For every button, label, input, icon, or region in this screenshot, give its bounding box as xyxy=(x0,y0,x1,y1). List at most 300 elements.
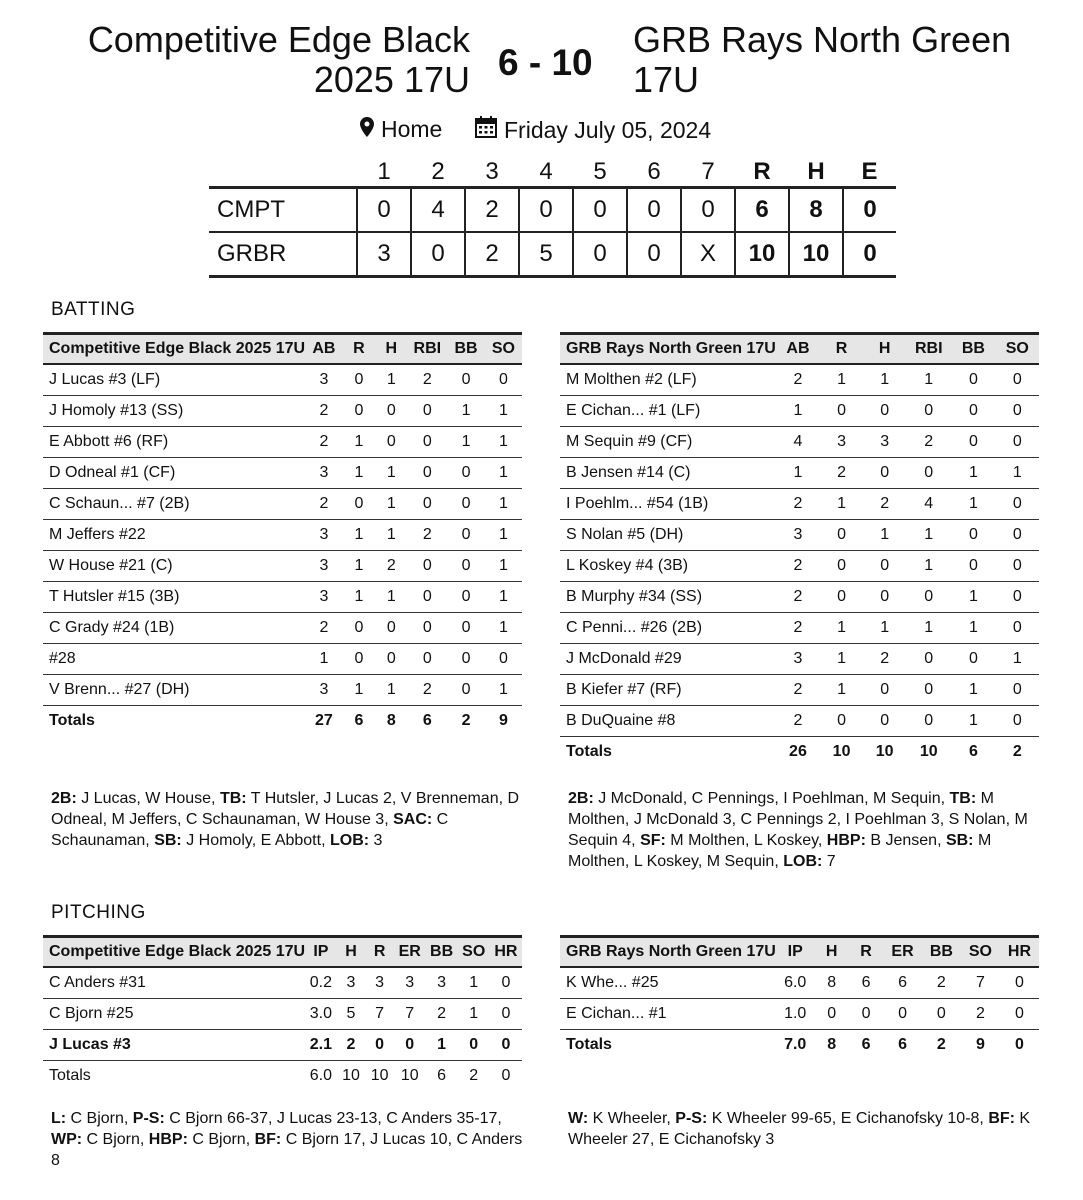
linescore-table xyxy=(209,158,896,278)
total-value: 10 xyxy=(919,743,938,760)
away-team-line2: 2025 17U xyxy=(313,59,470,100)
stat-value: 0 xyxy=(951,551,995,582)
stat-value: 0 xyxy=(407,396,447,427)
stat-value: 1 xyxy=(863,613,906,644)
pitching-row xyxy=(43,1030,522,1061)
linescore-header: 4 xyxy=(539,158,553,185)
stat-value: 1 xyxy=(375,520,407,551)
stat-value: 1 xyxy=(996,458,1039,489)
note-text: J Homoly, E Abbott, xyxy=(181,832,330,849)
stat-value: 1 xyxy=(906,551,951,582)
pitching-section-title: PITCHING xyxy=(51,902,146,923)
pitching-header-row xyxy=(560,937,1039,968)
batting-row xyxy=(43,551,522,582)
map-pin-icon xyxy=(360,116,374,143)
stat-value: 0 xyxy=(458,1030,490,1061)
stat-value: 1 xyxy=(776,396,820,427)
totals-row xyxy=(560,1030,1039,1061)
linescore-header: 5 xyxy=(593,158,607,185)
batting-row xyxy=(560,520,1039,551)
stat-value: 1 xyxy=(343,520,375,551)
player-name: C Penni... #26 (2B) xyxy=(560,613,776,644)
stat-value: 0 xyxy=(951,364,995,396)
stat-value: 4 xyxy=(906,489,951,520)
note-text: J McDonald, C Pennings, I Poehlman, M Sequin, xyxy=(593,790,950,807)
stat-header: H xyxy=(815,937,849,968)
stat-header: ER xyxy=(394,937,426,968)
stat-header: H xyxy=(337,937,366,968)
batting-row xyxy=(43,489,522,520)
stat-value: 3 xyxy=(863,427,906,458)
batting-header-row xyxy=(43,334,522,365)
away-team-line1: Competitive Edge Black xyxy=(87,19,470,60)
total-value: 2 xyxy=(461,712,471,729)
stat-value: 0 xyxy=(447,520,485,551)
stat-value: 1 xyxy=(485,427,522,458)
batting-row xyxy=(560,427,1039,458)
batting-row xyxy=(43,644,522,675)
stat-value: 0 xyxy=(447,644,485,675)
stat-value: 0 xyxy=(375,644,407,675)
total-value: 6 xyxy=(422,712,432,729)
linescore-team: GRBR xyxy=(209,232,357,277)
batting-row xyxy=(43,613,522,644)
stat-value: 1 xyxy=(375,582,407,613)
total-value: 10 xyxy=(342,1067,360,1084)
stat-header: H xyxy=(375,334,407,365)
total-value: 0 xyxy=(501,1067,511,1084)
note-label: L: xyxy=(51,1110,67,1127)
inning-score: 3 xyxy=(357,232,411,277)
stat-value: 1 xyxy=(951,489,995,520)
stat-value: 2 xyxy=(922,967,961,999)
stat-value: 0 xyxy=(820,520,863,551)
team-header: GRB Rays North Green 17U xyxy=(560,937,776,968)
pitching-notes-home xyxy=(568,1108,1043,1150)
inning-score: 2 xyxy=(465,188,519,233)
hits-total: 8 xyxy=(789,188,843,233)
stat-value: 5 xyxy=(337,999,366,1030)
stat-value: 2 xyxy=(305,613,343,644)
stat-value: 1 xyxy=(485,613,522,644)
stat-header: BB xyxy=(426,937,458,968)
stat-value: 0 xyxy=(996,675,1039,706)
note-text: M Molthen, L Koskey, M Sequin, xyxy=(568,832,992,870)
inning-score: 0 xyxy=(627,188,681,233)
stat-value: 0 xyxy=(485,364,522,396)
stat-value: 1 xyxy=(906,364,951,396)
stat-value: 1 xyxy=(820,675,863,706)
stat-header: HR xyxy=(1000,937,1039,968)
stat-value: 0 xyxy=(883,999,922,1030)
player-name: #28 xyxy=(43,644,305,675)
player-name: V Brenn... #27 (DH) xyxy=(43,675,305,706)
stat-value: 0 xyxy=(820,582,863,613)
total-value: 9 xyxy=(975,1036,985,1053)
player-name: B Murphy #34 (SS) xyxy=(560,582,776,613)
stat-value: 0 xyxy=(1000,967,1039,999)
batting-notes-home xyxy=(568,788,1043,872)
totals-label: Totals xyxy=(49,1067,91,1084)
linescore-header-row xyxy=(209,158,896,188)
stat-header: RBI xyxy=(906,334,951,365)
note-text: C Schaunaman, xyxy=(51,811,449,849)
stat-value: 1 xyxy=(820,489,863,520)
inning-score: 0 xyxy=(681,188,735,233)
total-value: 7.0 xyxy=(784,1036,807,1053)
batting-row xyxy=(560,644,1039,675)
stat-value: 2 xyxy=(776,706,820,737)
stat-value: 0 xyxy=(996,489,1039,520)
batting-table-away xyxy=(43,332,522,736)
total-value: 27 xyxy=(315,712,333,729)
stat-header: H xyxy=(863,334,906,365)
stat-value: 0 xyxy=(849,999,883,1030)
stat-value: 0 xyxy=(407,551,447,582)
player-name: B Jensen #14 (C) xyxy=(560,458,776,489)
stat-value: 2 xyxy=(305,396,343,427)
stat-value: 0 xyxy=(1000,999,1039,1030)
note-label: SB: xyxy=(945,832,974,849)
player-name: C Bjorn #25 xyxy=(43,999,305,1030)
stat-value: 0 xyxy=(996,706,1039,737)
inning-score: 2 xyxy=(465,232,519,277)
pitching-row xyxy=(560,967,1039,999)
stat-value: 0.2 xyxy=(305,967,337,999)
inning-score: 0 xyxy=(573,232,627,277)
stat-value: 0 xyxy=(365,1030,394,1061)
stat-value: 2 xyxy=(305,427,343,458)
player-name: J Lucas #3 xyxy=(43,1030,305,1061)
stat-value: 6 xyxy=(849,967,883,999)
note-text: M Molthen, L Koskey, xyxy=(665,832,827,849)
stat-value: 1.0 xyxy=(776,999,815,1030)
note-text: M Molthen, J McDonald 3, C Pennings 2, I Poehlman 3, S Nolan, M Sequin 4, xyxy=(568,790,1028,849)
linescore-header: 2 xyxy=(431,158,445,185)
stat-value: 0 xyxy=(863,582,906,613)
stat-value: 0 xyxy=(906,458,951,489)
stat-value: 0 xyxy=(863,458,906,489)
linescore-header: 7 xyxy=(701,158,715,185)
batting-row xyxy=(43,458,522,489)
inning-score: 0 xyxy=(573,188,627,233)
stat-value: 0 xyxy=(485,644,522,675)
stat-value: 2 xyxy=(776,582,820,613)
stat-value: 3 xyxy=(305,520,343,551)
stat-value: 0 xyxy=(447,551,485,582)
stat-value: 2 xyxy=(863,489,906,520)
stat-value: 0 xyxy=(996,396,1039,427)
batting-row xyxy=(560,364,1039,396)
stat-header: SO xyxy=(458,937,490,968)
note-text: 7 xyxy=(822,853,836,870)
total-value: 8 xyxy=(827,1036,837,1053)
stat-value: 0 xyxy=(407,489,447,520)
note-text: K Wheeler, xyxy=(588,1110,676,1127)
stat-value: 3 xyxy=(820,427,863,458)
stat-value: 0 xyxy=(922,999,961,1030)
batting-row xyxy=(560,706,1039,737)
player-name: C Anders #31 xyxy=(43,967,305,999)
batting-row xyxy=(43,427,522,458)
player-name: E Cichan... #1 (LF) xyxy=(560,396,776,427)
stat-value: 3.0 xyxy=(305,999,337,1030)
batting-row xyxy=(43,364,522,396)
note-label: P-S: xyxy=(675,1110,708,1127)
stat-value: 1 xyxy=(343,582,375,613)
stat-value: 3 xyxy=(305,458,343,489)
stat-value: 0 xyxy=(863,706,906,737)
stat-value: 1 xyxy=(458,967,490,999)
stat-header: R xyxy=(820,334,863,365)
stat-value: 1 xyxy=(458,999,490,1030)
stat-value: 0 xyxy=(996,582,1039,613)
totals-label: Totals xyxy=(566,1036,612,1053)
stat-header: SO xyxy=(996,334,1039,365)
pitching-notes-away xyxy=(51,1108,526,1171)
stat-value: 0 xyxy=(375,427,407,458)
note-label: WP: xyxy=(51,1131,83,1148)
note-label: SF: xyxy=(640,832,666,849)
linescore-team: CMPT xyxy=(209,188,357,233)
inning-score: 4 xyxy=(411,188,465,233)
stat-value: 0 xyxy=(447,489,485,520)
stat-value: 2 xyxy=(407,520,447,551)
stat-header: R xyxy=(849,937,883,968)
total-value: 9 xyxy=(498,712,508,729)
stat-value: 2 xyxy=(407,675,447,706)
stat-value: 0 xyxy=(863,396,906,427)
stat-value: 1 xyxy=(343,427,375,458)
stat-value: 1 xyxy=(426,1030,458,1061)
stat-value: 2 xyxy=(337,1030,366,1061)
stat-value: 0 xyxy=(906,582,951,613)
stat-value: 0 xyxy=(447,613,485,644)
stat-value: 0 xyxy=(906,644,951,675)
player-name: M Molthen #2 (LF) xyxy=(560,364,776,396)
stat-value: 1 xyxy=(951,613,995,644)
away-team-name xyxy=(88,20,470,100)
totals-row xyxy=(43,1061,522,1092)
stat-value: 1 xyxy=(951,582,995,613)
stat-value: 1 xyxy=(343,551,375,582)
stat-value: 0 xyxy=(951,644,995,675)
stat-value: 0 xyxy=(343,489,375,520)
stat-value: 2 xyxy=(863,644,906,675)
batting-header-row xyxy=(560,334,1039,365)
stat-value: 1 xyxy=(485,582,522,613)
note-label: HBP: xyxy=(826,832,866,849)
total-value: 10 xyxy=(832,743,851,760)
note-text: C Bjorn, xyxy=(82,1131,149,1148)
stat-value: 0 xyxy=(407,582,447,613)
linescore-header: 1 xyxy=(377,158,391,185)
total-value: 6 xyxy=(898,1036,907,1053)
note-text: C Bjorn 66-37, J Lucas 23-13, C Anders 35-17, xyxy=(164,1110,502,1127)
stat-value: 1 xyxy=(485,675,522,706)
stat-header: IP xyxy=(776,937,815,968)
stat-value: 3 xyxy=(305,364,343,396)
player-name: J McDonald #29 xyxy=(560,644,776,675)
stat-value: 0 xyxy=(343,364,375,396)
note-text: T Hutsler, J Lucas 2, V Brenneman, D Odneal, M Jeffers, C Schaunaman, W House 3, xyxy=(51,790,520,828)
stat-value: 2 xyxy=(305,489,343,520)
pitching-row xyxy=(43,967,522,999)
stat-header: HR xyxy=(490,937,522,968)
note-label: TB: xyxy=(949,790,977,807)
stat-header: IP xyxy=(305,937,337,968)
player-name: E Cichan... #1 xyxy=(560,999,776,1030)
stat-value: 1 xyxy=(951,675,995,706)
note-label: TB: xyxy=(219,790,247,807)
note-text: C Bjorn 17, J Lucas 10, C Anders 8 xyxy=(51,1131,523,1169)
stat-value: 1 xyxy=(776,458,820,489)
stat-value: 1 xyxy=(951,458,995,489)
total-value: 10 xyxy=(370,1067,389,1084)
linescore-header-errors: E xyxy=(861,158,878,185)
totals-label: Totals xyxy=(49,712,95,729)
stat-value: 0 xyxy=(906,396,951,427)
stat-value: 1 xyxy=(485,551,522,582)
stat-value: 0 xyxy=(447,458,485,489)
note-text: C Bjorn, xyxy=(66,1110,133,1127)
note-text: K Wheeler 99-65, E Cichanofsky 10-8, xyxy=(707,1110,989,1127)
stat-value: 1 xyxy=(906,613,951,644)
stat-value: 8 xyxy=(815,967,849,999)
batting-row xyxy=(560,675,1039,706)
batting-row xyxy=(560,396,1039,427)
stat-value: 2 xyxy=(776,364,820,396)
team-header: Competitive Edge Black 2025 17U xyxy=(43,937,305,968)
stat-header: R xyxy=(343,334,375,365)
stat-value: 0 xyxy=(820,396,863,427)
home-team-line2: 17U xyxy=(633,59,700,100)
stat-header: SO xyxy=(485,334,522,365)
player-name: M Sequin #9 (CF) xyxy=(560,427,776,458)
note-text: B Jensen, xyxy=(865,832,946,849)
batting-row xyxy=(560,551,1039,582)
team-header: Competitive Edge Black 2025 17U xyxy=(43,334,305,365)
batting-row xyxy=(560,489,1039,520)
linescore-header: 6 xyxy=(647,158,661,185)
total-value: 10 xyxy=(875,743,894,760)
note-label: LOB: xyxy=(783,853,823,870)
total-value: 2 xyxy=(469,1067,479,1084)
stat-value: 3 xyxy=(365,967,394,999)
pitching-row xyxy=(43,999,522,1030)
stat-value: 0 xyxy=(407,427,447,458)
stat-value: 3 xyxy=(305,675,343,706)
stat-value: 1 xyxy=(447,396,485,427)
stat-value: 0 xyxy=(951,396,995,427)
note-label: SAC: xyxy=(393,811,433,828)
stat-value: 0 xyxy=(447,675,485,706)
stat-value: 1 xyxy=(375,458,407,489)
date-text: Friday July 05, 2024 xyxy=(504,116,712,143)
batting-notes-away xyxy=(51,788,526,851)
pitching-header-row xyxy=(43,937,522,968)
pitching-table-away xyxy=(43,935,522,1091)
player-name: I Poehlm... #54 (1B) xyxy=(560,489,776,520)
total-value: 26 xyxy=(789,743,807,760)
stat-value: 2 xyxy=(820,458,863,489)
stat-value: 2.1 xyxy=(305,1030,337,1061)
stat-header: R xyxy=(365,937,394,968)
stat-value: 0 xyxy=(343,613,375,644)
batting-row xyxy=(560,582,1039,613)
stat-value: 1 xyxy=(375,489,407,520)
stat-value: 0 xyxy=(996,364,1039,396)
total-value: 6 xyxy=(861,1036,871,1053)
total-value: 6 xyxy=(437,1067,447,1084)
stat-value: 2 xyxy=(906,427,951,458)
batting-table-home xyxy=(560,332,1039,767)
batting-row xyxy=(43,582,522,613)
stat-value: 1 xyxy=(996,644,1039,675)
linescore-header-hits: H xyxy=(807,158,825,185)
stat-value: 1 xyxy=(820,364,863,396)
stat-value: 0 xyxy=(820,706,863,737)
stat-value: 1 xyxy=(820,613,863,644)
home-team-line1: GRB Rays North Green xyxy=(633,19,1012,60)
game-date xyxy=(475,116,711,144)
total-value: 2 xyxy=(936,1036,946,1053)
stat-value: 1 xyxy=(343,458,375,489)
batting-row xyxy=(43,675,522,706)
player-name: M Jeffers #22 xyxy=(43,520,305,551)
stat-value: 6 xyxy=(883,967,922,999)
runs-total: 10 xyxy=(735,232,789,277)
linescore-header: 3 xyxy=(485,158,499,185)
stat-value: 2 xyxy=(426,999,458,1030)
stat-value: 1 xyxy=(375,675,407,706)
stat-value: 0 xyxy=(375,396,407,427)
player-name: B DuQuaine #8 xyxy=(560,706,776,737)
linescore-header-runs: R xyxy=(753,158,771,185)
stat-value: 0 xyxy=(490,967,522,999)
linescore-row-home xyxy=(209,232,896,277)
stat-value: 7 xyxy=(365,999,394,1030)
note-label: SB: xyxy=(154,832,182,849)
stat-value: 7 xyxy=(961,967,1000,999)
calendar-icon xyxy=(475,116,497,144)
note-label: 2B: xyxy=(51,790,77,807)
inning-score: 0 xyxy=(357,188,411,233)
stat-value: 0 xyxy=(863,675,906,706)
total-value: 8 xyxy=(386,712,396,729)
note-text: K Wheeler 27, E Cichanofsky 3 xyxy=(568,1110,1031,1148)
inning-score: X xyxy=(681,232,735,277)
total-value: 6.0 xyxy=(309,1067,333,1084)
errors-total: 0 xyxy=(843,188,896,233)
inning-score: 0 xyxy=(411,232,465,277)
inning-score: 0 xyxy=(627,232,681,277)
stat-value: 1 xyxy=(485,396,522,427)
stat-value: 0 xyxy=(343,396,375,427)
stat-value: 3 xyxy=(394,967,426,999)
player-name: C Schaun... #7 (2B) xyxy=(43,489,305,520)
stat-value: 0 xyxy=(996,427,1039,458)
batting-row xyxy=(560,458,1039,489)
stat-value: 1 xyxy=(447,427,485,458)
stat-header: AB xyxy=(305,334,343,365)
location-text: Home xyxy=(381,116,443,142)
totals-row xyxy=(43,706,522,737)
stat-value: 3 xyxy=(776,644,820,675)
stat-value: 0 xyxy=(447,582,485,613)
stat-value: 0 xyxy=(815,999,849,1030)
stat-header: SO xyxy=(961,937,1000,968)
